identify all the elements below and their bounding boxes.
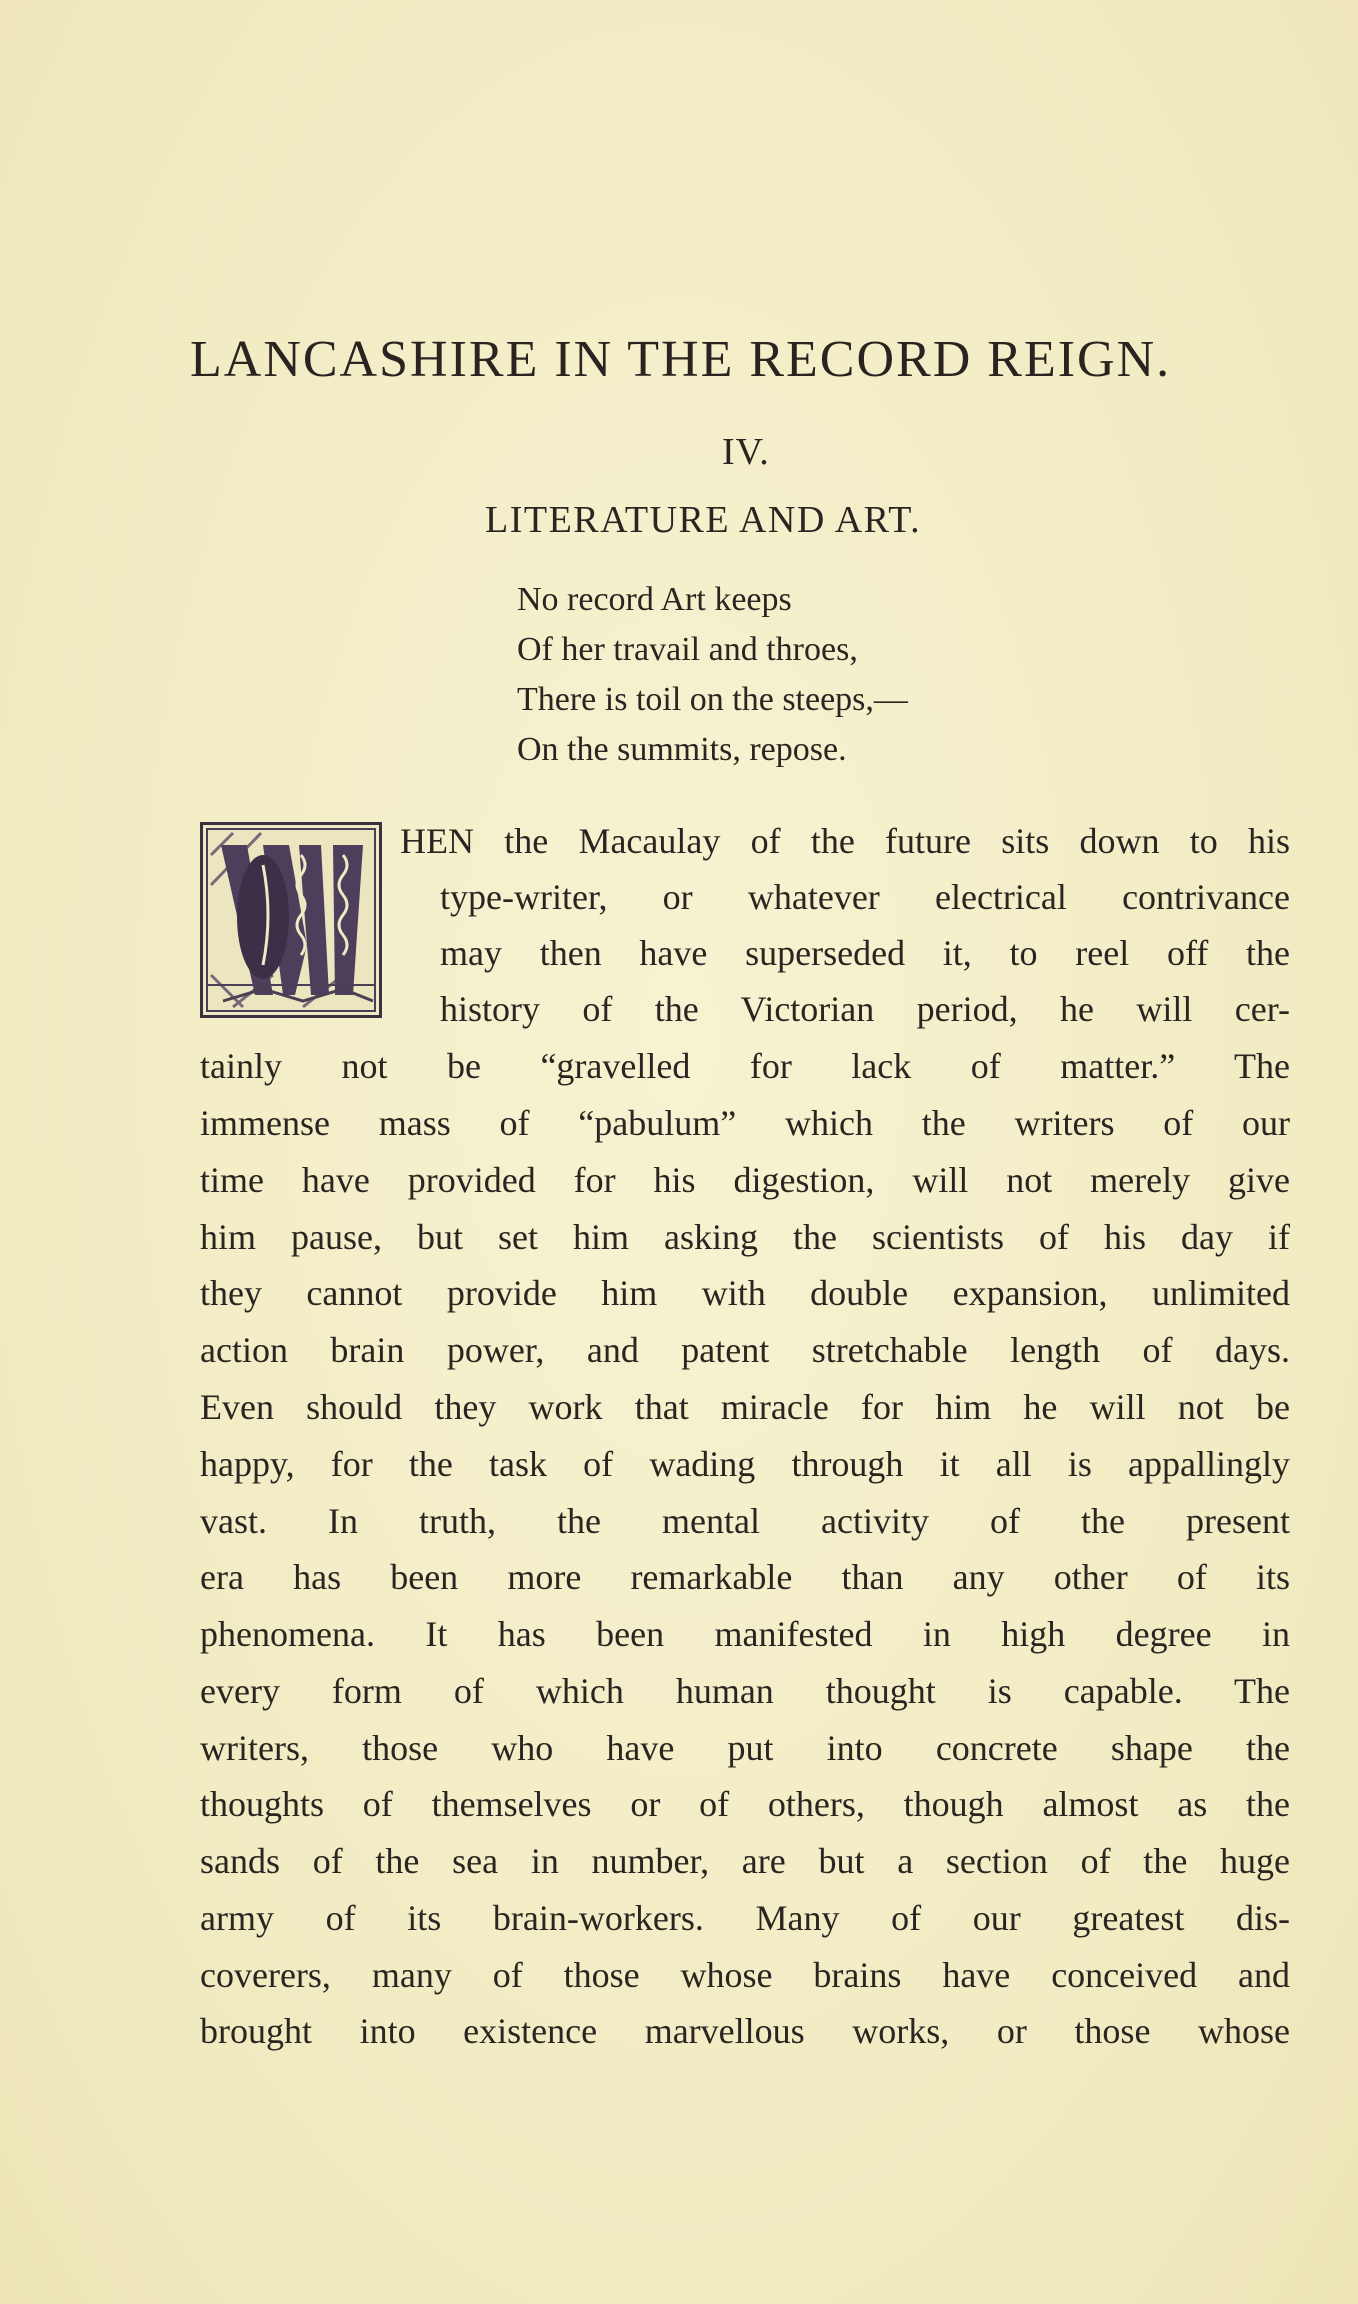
body-line: HEN the Macaulay of the future sits down to his [400,821,1290,861]
body-line: they cannot provide him with double expansion, unlimited [200,1273,1290,1313]
body-line: writers, those who have put into concrete shape the [200,1728,1290,1768]
body-line: coverers, many of those whose brains have conceived and [200,1955,1290,1995]
body-line: type-writer, or whatever electrical contrivance [440,877,1290,917]
epigraph-line: No record Art keeps [517,581,792,618]
epigraph-line: There is toil on the steeps,— [517,681,908,718]
body-line: Even should they work that miracle for him he will not be [200,1387,1290,1427]
body-line: army of its brain-workers. Many of our greatest dis- [200,1898,1290,1938]
epigraph [517,575,908,775]
body-line: history of the Victorian period, he will cer- [440,989,1290,1029]
drop-cap-w [200,822,382,1018]
drop-cap-ornament-icon [203,825,379,1015]
body-line: may then have superseded it, to reel off the [440,933,1290,973]
page-title: LANCASHIRE IN THE RECORD REIGN. [190,331,1172,388]
body-line: thoughts of themselves or of others, though almost as the [200,1784,1290,1824]
body-line: phenomena. It has been manifested in high degree in [200,1614,1290,1654]
body-line: tainly not be “gravelled for lack of matter.” The [200,1046,1290,1086]
body-line: time have provided for his digestion, will not merely give [200,1160,1290,1200]
section-title: LITERATURE AND ART. [485,499,922,541]
body-line: action brain power, and patent stretchable length of days. [200,1330,1290,1370]
body-line: every form of which human thought is capable. The [200,1671,1290,1711]
body-line: vast. In truth, the mental activity of the present [200,1501,1290,1541]
body-line: sands of the sea in number, are but a section of the huge [200,1841,1290,1881]
section-number: IV. [722,431,770,473]
body-line: immense mass of “pabulum” which the writers of our [200,1103,1290,1143]
body-line: him pause, but set him asking the scientists of his day if [200,1217,1290,1257]
epigraph-line: Of her travail and throes, [517,631,858,668]
body-line: brought into existence marvellous works, or those whose [200,2011,1290,2051]
epigraph-line: On the summits, repose. [517,731,847,768]
body-line: era has been more remarkable than any other of its [200,1557,1290,1597]
body-line: happy, for the task of wading through it all is appallingly [200,1444,1290,1484]
